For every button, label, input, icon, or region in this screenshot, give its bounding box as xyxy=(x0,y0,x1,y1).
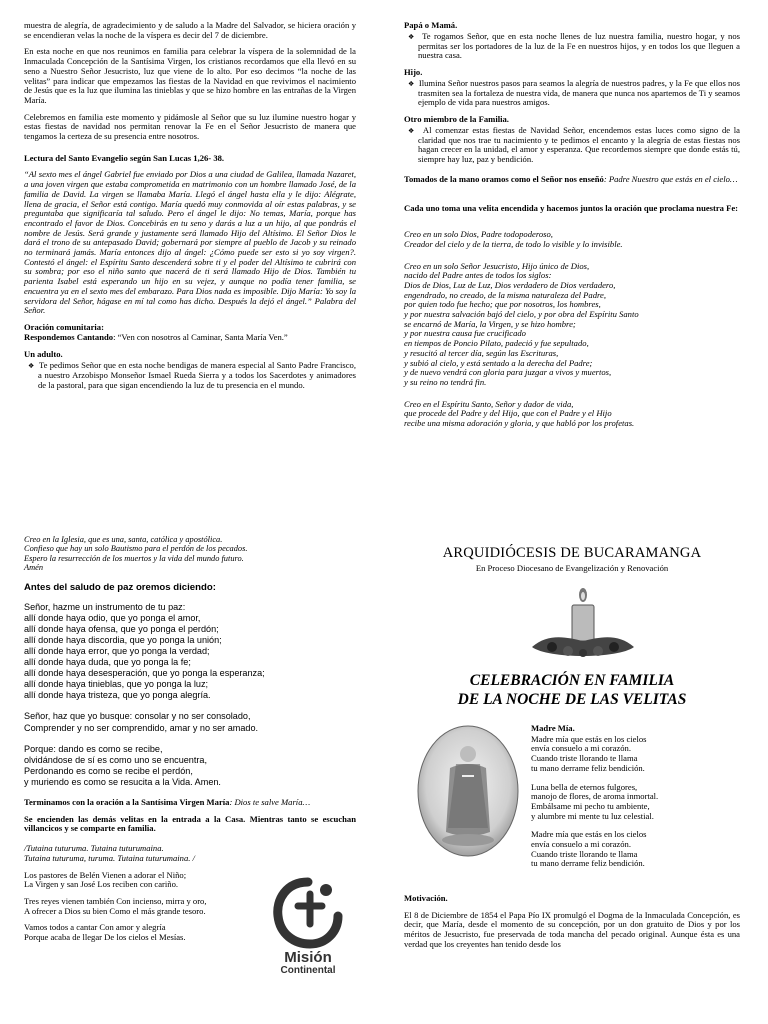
tutaina-chorus xyxy=(24,844,256,863)
song-line: La Virgen y san José Los reciben con cariño. xyxy=(24,879,179,890)
credo-line: Dios de Dios, Luz de Luz, Dios verdadero de Dios verdadero, xyxy=(404,279,616,290)
paz-heading: Antes del saludo de paz oremos diciendo: xyxy=(24,581,216,593)
bullet-icon: ❖ xyxy=(408,32,416,41)
papa-label: Papá o Mamá. xyxy=(404,20,458,30)
left-top-column xyxy=(24,21,356,397)
credo-end-block xyxy=(24,535,356,573)
credo-line: y por nuestra causa fue crucificado xyxy=(404,328,526,339)
credo-line: se encarnó de María, la Virgen, y se hizo hombre; xyxy=(404,318,576,329)
madre-stanza-3 xyxy=(531,830,741,869)
poem-line: Luna bella de eternos fulgores, xyxy=(531,781,638,792)
prayer-line: Perdonando es como se recibe el perdón, xyxy=(24,765,193,776)
mision-logo-icon xyxy=(268,876,348,950)
credo-line: y de nuevo vendrá con gloria para juzgar a vivos y muertos, xyxy=(404,367,612,378)
credo-line: Creo en un solo Dios, Padre todopoderoso, xyxy=(404,229,553,240)
papa-block xyxy=(404,32,740,61)
song-line: /Tutaina tuturuma. Tutaina tuturumaina. xyxy=(24,843,164,854)
otro-text: Al comenzar estas fiestas de Navidad Señor, encendemos estas luces como signo de la claridad que nos trae tu nacimiento y te pedimos el encanto y la alegría de estas fiestas nos hagan crecer en la unidad, el amor y esperanza. Que recordemos siempre que donde estás tú, siempre hay luz, paz y bendición. xyxy=(418,124,741,165)
virgin-mary-image xyxy=(416,724,520,858)
song-verse-1 xyxy=(24,871,256,890)
page-title: ARQUIDIÓCESIS DE BUCARAMANGA xyxy=(442,545,702,561)
credo-line: Creo en un solo Señor Jesucristo, Hijo único de Dios, xyxy=(404,260,590,271)
candle-illustration xyxy=(528,587,638,667)
prayer-line: allí donde haya ofensa, que yo ponga el perdón; xyxy=(24,623,219,634)
hijo-text: Ilumina Señor nuestros pasos para seamos la alegría de nuestros padres, y la Fe que ellos nos trasmiten sea la fortaleza de nuestra vida, de manera que nunca nos apartemos de Ti y seamos ejemplo de vida para nuestros amigos. xyxy=(418,77,740,108)
otro-block xyxy=(404,126,740,165)
logo-text-2: Continental xyxy=(280,965,336,976)
oracion-block xyxy=(24,323,356,342)
celebration-title-line2: DE LA NOCHE DE LAS VELITAS xyxy=(457,690,687,708)
poem-line: Madre mía que estás en los cielos xyxy=(531,733,647,744)
tomados-block xyxy=(404,175,740,185)
poem-line: Embálsame mi pecho tu ambiente, xyxy=(531,800,650,811)
cada-uno-text: Cada uno toma una velita encendida y hacemos juntos la oración que proclama nuestra Fe: xyxy=(404,203,739,214)
credo-line: recibe una misma adoración y gloria, y que habló por los profetas. xyxy=(404,418,635,429)
prayer-stanza-1 xyxy=(24,602,356,702)
bullet-icon: ❖ xyxy=(408,126,416,135)
bullet-icon: ❖ xyxy=(28,362,35,371)
peace-prayer xyxy=(24,582,356,788)
credo-line: por quien todo fue hecho; que por nosotros, los hombres, xyxy=(404,299,601,310)
celebration-title-block xyxy=(404,672,740,709)
song-line: Vamos todos a cantar Con amor y alegría xyxy=(24,922,166,933)
terminamos-text: : Dios te salve María… xyxy=(229,797,311,808)
tomados-label: Tomados de la mano oramos como el Señor nos enseñó xyxy=(404,173,604,184)
prayer-line: allí donde haya discordia, que yo ponga la unión; xyxy=(24,634,222,645)
adulto-text: Te pedimos Señor que en esta noche bendigas de manera especial al Santo Padre Francisco, a nuestro Arzobispo Monseñor Ismael Rueda Sierra y a todos los Sacerdotes y animadores de la pastoral, para que sigan encendiendo la luz de tu presencia en el mundo. xyxy=(38,360,356,390)
candle-icon xyxy=(528,587,638,667)
credo-line: Confieso que hay un solo Bautismo para el perdón de los pecados. xyxy=(24,544,248,554)
intro-paragraph-2: En esta noche en que nos reunimos en familia para celebrar la víspera de la solemnidad de la Inmaculada Concepción de la Santísima Virgen, los cristianos recordamos que ella llevó en su seno a Nuestro Señor Jesucristo, luz que viene de lo alto. Por eso decimos “la noche de las velitas” para indicar que empezamos las fiestas de la Navidad en que revivimos el nacimiento de Jesús que es la luz que ilumina las tinieblas y que se hizo hombre en las entrañas de la Virgen María. xyxy=(24,46,356,105)
prayer-line: Porque: dando es como se recibe, xyxy=(24,743,163,754)
song-line: Tres reyes vienen también Con incienso, mirra y oro, xyxy=(24,895,207,906)
right-top-column xyxy=(404,21,740,429)
prayer-stanza-3 xyxy=(24,744,356,788)
terminamos-label: Terminamos con la oración a la Santísima Virgen María xyxy=(24,797,230,808)
song-verse-2 xyxy=(24,897,256,916)
intro-paragraph-3: Celebremos en familia este momento y pidámosle al Señor que su luz ilumine nuestro hogar y estas fiestas de navidad nos permitan renovar la Fe en el Señor Jesucristo de manera que tengamos la certeza de su presencia entre nosotros. xyxy=(24,111,356,142)
credo-line: en tiempos de Poncio Pilato, padeció y fue sepultado, xyxy=(404,338,589,349)
prayer-line: allí donde haya error, que yo ponga la verdad; xyxy=(24,646,210,657)
poem-line: Cuando triste llorando te llama xyxy=(531,848,638,859)
page-subtitle: En Proceso Diocesano de Evangelización y Renovación xyxy=(475,563,669,574)
responses-label: Respondemos Cantando xyxy=(24,331,114,342)
poem-line: tu mano derrame feliz bendición. xyxy=(531,762,645,773)
madre-mia-block xyxy=(531,724,741,869)
song-line: Porque acaba de llegar De los cielos el Mesías. xyxy=(24,932,186,943)
madre-stanza-2 xyxy=(531,783,741,822)
prayer-line: allí donde haya duda, que yo ponga la fe; xyxy=(24,657,191,668)
credo-block-1 xyxy=(404,230,740,249)
terminamos-block xyxy=(24,798,356,808)
poem-line: Madre mía que estás en los cielos xyxy=(531,829,647,840)
poem-line: tu mano derrame feliz bendición. xyxy=(531,858,645,869)
poem-line: y alumbre mi mente tu luz celestial. xyxy=(531,810,654,821)
poem-line: manojo de flores, de aroma inmortal. xyxy=(531,791,659,802)
otro-label: Otro miembro de la Familia. xyxy=(404,114,509,125)
prayer-line: Señor, hazme un instrumento de tu paz: xyxy=(24,601,186,612)
papa-text: Te rogamos Señor, que en esta noche llenes de luz nuestra familia, nuestro hogar, y nos permitas ser los portadores de la luz de la Fe en nuestros hijos, y en todos los que lleguen a nuestra casa. xyxy=(418,30,740,61)
adulto-label: Un adulto. xyxy=(24,349,63,360)
credo-line: que procede del Padre y del Hijo, que con el Padre y el Hijo xyxy=(404,408,612,419)
adulto-block xyxy=(24,361,356,390)
song-line: A ofrecer a Dios su bien Como el más grande tesoro. xyxy=(24,905,206,916)
responses-text: : “Ven con nosotros al Caminar, Santa María Ven.” xyxy=(113,331,288,342)
villancico xyxy=(24,844,256,943)
intro-paragraph-1: muestra de alegría, de agradecimiento y de saludo a la Madre del Salvador, se hiciera oración y se encendieran velas la noche de la víspera es decir del 7 de diciembre. xyxy=(24,20,356,40)
motivacion-label: Motivación. xyxy=(404,893,448,903)
logo-text-1: Misión xyxy=(284,949,332,966)
credo-line: y resucitó al tercer día, según las Escrituras, xyxy=(404,347,559,358)
right-bottom-column xyxy=(404,545,740,574)
prayer-line: allí donde haya tinieblas, que yo ponga la luz; xyxy=(24,679,209,690)
bullet-icon: ❖ xyxy=(408,79,415,88)
motivacion-text: El 8 de Diciembre de 1854 el Papa Pío IX promulgó el Dogma de la Inmaculada Concepción, es decir, que María, desde el momento de su concepción, por un don gratuito de Dios y por los méritos de Jesucristo, fue preservada de toda mancha del pecado original. Aunque ésta es una verdad que los creyentes han tenido desde los xyxy=(404,909,740,949)
prayer-stanza-2 xyxy=(24,711,356,733)
credo-line: y su reino no tendrá fin. xyxy=(404,377,487,387)
credo-line: y subió al cielo, y está sentado a la derecha del Padre; xyxy=(404,357,593,368)
prayer-line: Comprender y no ser comprendido, amar y no ser amado. xyxy=(24,722,259,733)
poem-line: envía consuelo a mi corazón. xyxy=(531,839,631,850)
credo-line: engendrado, no creado, de la misma naturaleza del Padre, xyxy=(404,289,607,300)
song-line: Tutaina tuturuma, turuma. Tutaina tuturumaina. / xyxy=(24,852,195,863)
hijo-block xyxy=(404,79,740,108)
song-line: Los pastores de Belén Vienen a adorar el Niño; xyxy=(24,869,187,880)
motivacion-block xyxy=(404,894,740,957)
credo-line: Creo en la Iglesia, que es una, santa, católica y apostólica. xyxy=(24,535,223,544)
hijo-label: Hijo. xyxy=(404,67,423,78)
prayer-line: Señor, haz que yo busque: consolar y no ser consolado, xyxy=(24,711,251,722)
poem-line: envía consuelo a mi corazón. xyxy=(531,743,631,754)
oracion-label: Oración comunitaria: xyxy=(24,321,104,332)
celebration-title-line1: CELEBRACIÓN EN FAMILIA xyxy=(469,672,675,689)
madre-stanza-1 xyxy=(531,735,741,774)
virgin-mary-icon xyxy=(416,724,520,858)
tomados-text: : Padre Nuestro que estás en el cielo… xyxy=(603,173,738,184)
credo-line: Amén xyxy=(24,563,44,573)
gospel-heading: Lectura del Santo Evangelio según San Lucas 1,26- 38. xyxy=(24,152,225,163)
credo-line: Creador del cielo y de la tierra, de todo lo visible y lo invisible. xyxy=(404,238,623,249)
credo-block-2 xyxy=(404,262,740,388)
mision-continental-logo xyxy=(268,876,348,980)
prayer-line: allí donde haya desesperación, que yo ponga la esperanza; xyxy=(24,668,265,679)
prayer-line: allí donde haya tristeza, que yo ponga alegría. xyxy=(24,690,211,701)
prayer-line: y muriendo es como se resucita a la Vida. Amen. xyxy=(24,776,221,787)
credo-line: nacido del Padre antes de todos los siglos: xyxy=(404,270,552,281)
poem-line: Cuando triste llorando te llama xyxy=(531,753,638,764)
credo-line: Espero la resurrección de los muertos y la vida del mundo futuro. xyxy=(24,553,244,563)
credo-block-3 xyxy=(404,400,740,429)
song-verse-3 xyxy=(24,923,256,942)
madre-heading: Madre Mía. xyxy=(531,723,575,733)
prayer-line: allí donde haya odio, que yo ponga el amor, xyxy=(24,612,201,623)
credo-line: Creo en el Espíritu Santo, Señor y dador de vida, xyxy=(404,398,574,409)
prayer-line: olvidándose de sí es como uno se encuentra, xyxy=(24,754,208,765)
encienden-text: Se encienden las demás velitas en la entrada a la Casa. Mientras tanto se escuchan villancicos y se comparte en familia. xyxy=(24,813,356,834)
credo-line: y por nuestra salvación bajó del cielo, y por obra del Espíritu Santo xyxy=(404,309,639,320)
gospel-text: “Al sexto mes el ángel Gabriel fue enviado por Dios a una ciudad de Galilea, llamada Nazaret, a una joven virgen que estaba comprometida en matrimonio con un hombre llamado José, de la familia de David. La virgen se llamaba María. Llegó el ángel hasta ella y le dijo: Alégrate, llena de gracia, el Señor está contigo. María quedó muy conmovida al oír estas palabras, y se preguntaba que significaría tal saludo. Pero el ángel le dijo: No temas, María, porque has encontrado el favor de Dios. Concebirás en tu seno y darás a luz a un hijo, al que pondrás el nombre de Jesús. Será grande y justamente será llamado Hijo del Altísimo. El Señor Dios le dará el trono de su antepasado David; gobernará por siempre al pueblo de Jacob y su reinado no terminará jamás. María entonces dijo al ángel: ¿Cómo puede ser esto si yo soy virgen?. Contestó el ángel: el Espíritu Santo descenderá sobre ti y el poder del Altísimo te cubrirá con su sombra; por eso el niño santo que nacerá de ti será llamado Hijo de Dios. También tu parienta Isabel está esperando un hijo en su vejez, y aunque no podía tener familia, se encuentra ya en el sexto mes del embarazo. Para Dios nada es imposible. Dijo María: Yo soy la servidora del Señor, hágase en mí tal como has dicho. Después la dejó el ángel.” Palabra del Señor. xyxy=(24,169,356,316)
